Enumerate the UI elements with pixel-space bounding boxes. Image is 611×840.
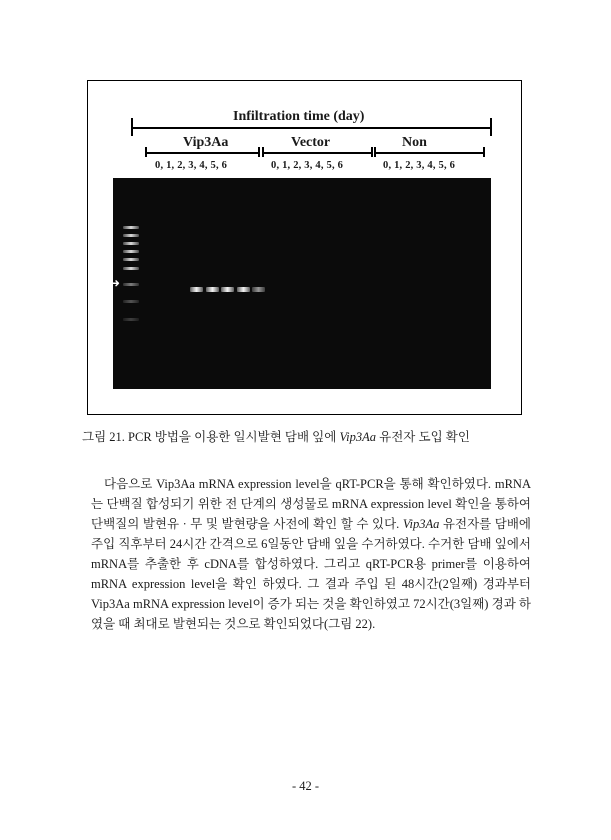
sample-band <box>190 287 203 292</box>
group-bracket-vector-right <box>371 147 373 157</box>
ladder-band <box>123 250 139 253</box>
group-bracket-vip3aa <box>145 152 260 154</box>
caption-prefix: 그림 21. PCR 방법을 이용한 일시발현 담배 잎에 <box>82 430 340 444</box>
group-bracket-non-left <box>374 147 376 157</box>
body-text-part1: 다음으로 Vip3Aa mRNA expression level을 qRT-PCR을 통해 확인하였다. mRNA는 단백질 합성되기 위한 전 단계의 생성물로 mRNA expression level 확인을 통하여 단백질의 발현유 · 무 및 발현량을 사전에 확인 할 수 있다. <box>91 477 531 531</box>
figure-21 <box>87 80 522 415</box>
ladder-band <box>123 242 139 245</box>
group-label-non: Non <box>402 135 427 150</box>
group-label-vector: Vector <box>291 135 331 150</box>
sample-band <box>237 287 250 292</box>
caption-suffix: 유전자 도입 확인 <box>376 430 470 444</box>
body-text-part2: 유전자를 담배에 주입 직후부터 24시간 간격으로 6일동안 담배 잎을 수거하였다. 수거한 담배 잎에서 mRNA를 추출한 후 cDNA를 합성하였다. 그리고 qRT-PCR용 primer를 이용하여 mRNA expression level을 확인 하였다. 그 결과 주입 된 48시간(2일째) 경과부터 Vip3Aa mRNA expression level이 증가 되는 것을 확인하였고 72시간(3일째) 경과 하였을 때 최대로 발현되는 것으로 확인되었다(그림 22). <box>91 517 531 631</box>
ladder-band <box>123 234 139 237</box>
group-bracket-vip3aa-right <box>258 147 260 157</box>
figure-main-title: Infiltration time (day) <box>233 109 365 124</box>
ladder-band <box>123 283 139 286</box>
ladder-band <box>123 300 139 303</box>
page-number: - 42 - <box>291 779 320 793</box>
group-bracket-non <box>374 152 485 154</box>
group-bracket-non-right <box>483 147 485 157</box>
gel-image <box>110 178 491 389</box>
group-bracket-vector <box>262 152 373 154</box>
lane-numbers-vector: 0, 1, 2, 3, 4, 5, 6 <box>271 160 344 171</box>
ladder-band <box>123 267 139 270</box>
sample-band <box>206 287 219 292</box>
group-bracket-vip3aa-left <box>145 147 147 157</box>
lane-numbers-vip3aa: 0, 1, 2, 3, 4, 5, 6 <box>155 160 228 171</box>
body-paragraph <box>91 474 531 634</box>
sample-band <box>221 287 234 292</box>
marker-arrow-icon: ➜ <box>110 276 121 290</box>
group-label-vip3aa: Vip3Aa <box>183 135 229 150</box>
ladder-band <box>123 226 139 229</box>
ladder-band <box>123 258 139 261</box>
body-gene: Vip3Aa <box>402 517 440 531</box>
group-bracket-vector-left <box>262 147 264 157</box>
sample-band <box>252 287 265 292</box>
main-bracket-right-tick <box>490 118 492 136</box>
ladder-band <box>123 318 139 321</box>
lane-numbers-non: 0, 1, 2, 3, 4, 5, 6 <box>383 160 456 171</box>
main-bracket-line <box>131 127 492 129</box>
main-bracket-left-tick <box>131 118 133 136</box>
figure-caption <box>82 427 470 445</box>
caption-gene: Vip3Aa <box>339 430 377 444</box>
